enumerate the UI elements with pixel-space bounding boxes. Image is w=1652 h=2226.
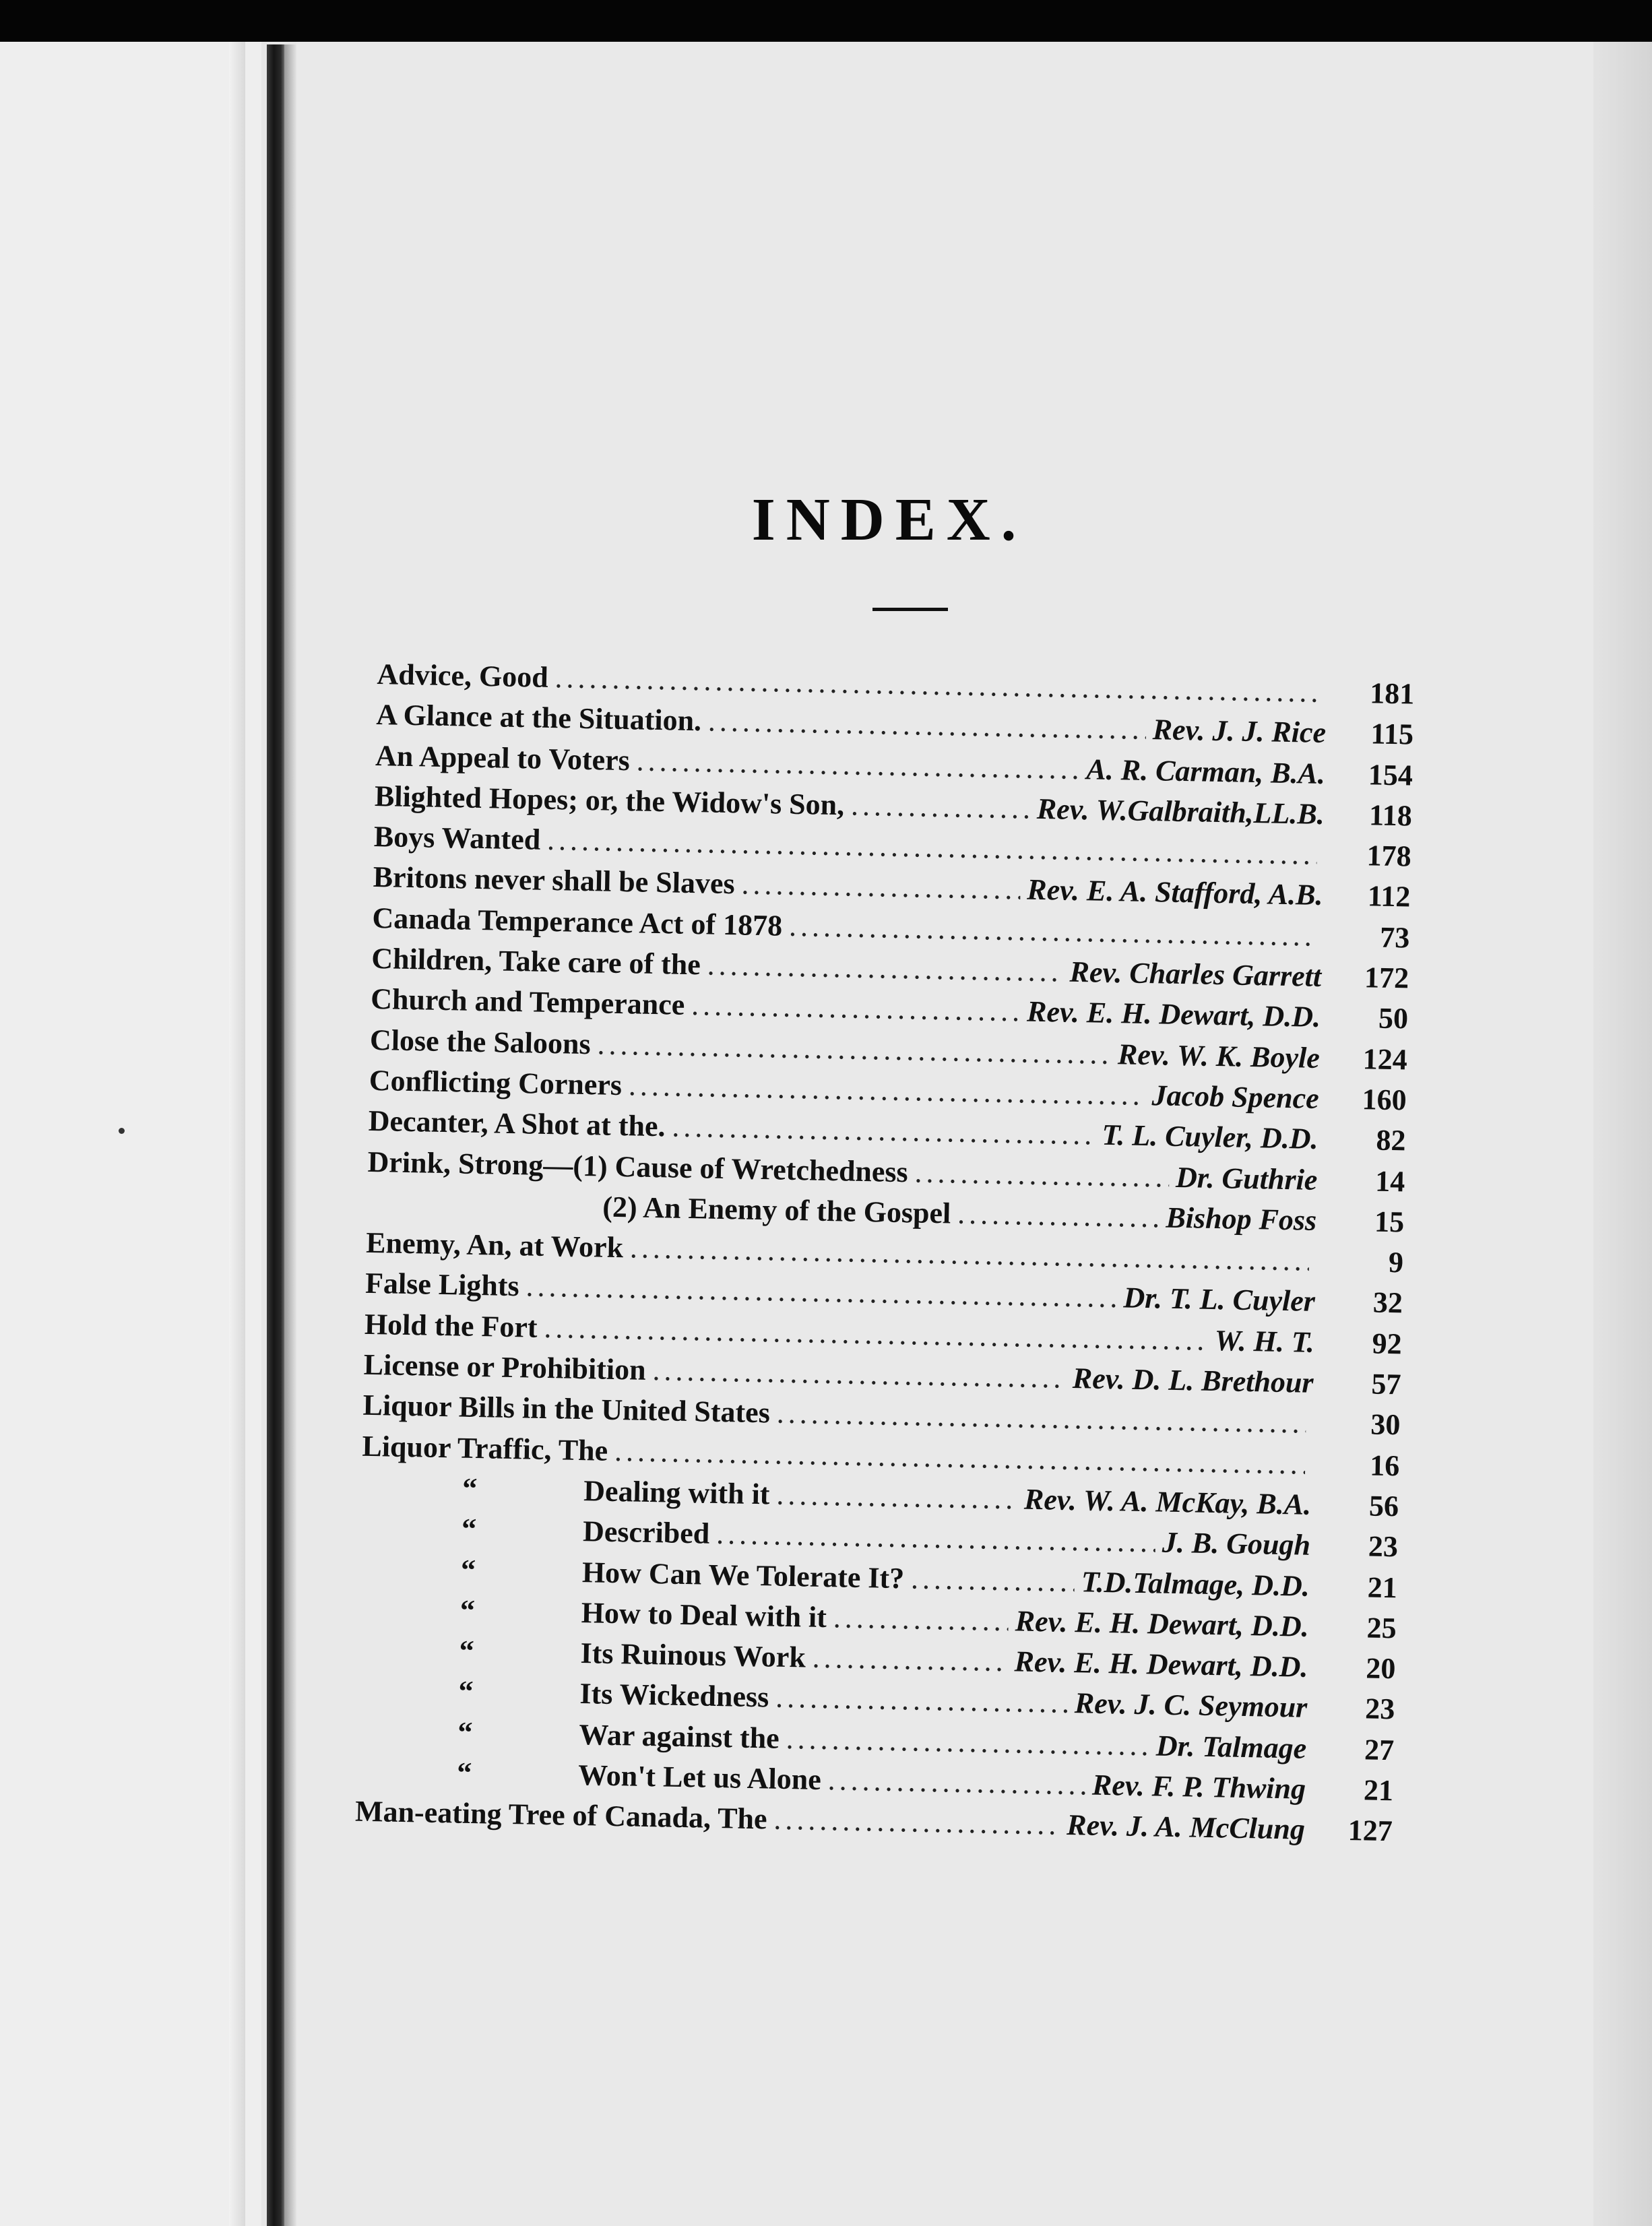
- entry-page-number: 27: [1364, 1733, 1395, 1767]
- scan-top-border: [0, 0, 1652, 42]
- entry-topic: Church and Temperance: [370, 982, 685, 1022]
- entry-author: Rev. E. H. Dewart, D.D.: [1026, 994, 1321, 1034]
- entry-page-number: 73: [1379, 920, 1410, 955]
- dot-leader: [812, 1641, 1008, 1679]
- entry-author: W. H. T.: [1214, 1323, 1315, 1359]
- ditto-mark: “: [462, 1471, 478, 1506]
- title-rule: [872, 608, 948, 611]
- book-spine-gutter: [267, 44, 284, 2226]
- dot-leader: [776, 1477, 1018, 1517]
- page-title: INDEX.: [751, 486, 1027, 553]
- entry-page-number: 9: [1388, 1246, 1404, 1279]
- entry-author: Rev. E. A. Stafford, A.B.: [1026, 873, 1323, 912]
- entry-author: T. L. Cuyler, D.D.: [1102, 1118, 1319, 1156]
- entry-topic: Liquor Traffic, The: [362, 1429, 608, 1467]
- facing-page-blank: [0, 42, 261, 2226]
- entry-topic: Drink, Strong—(1) Cause of Wretchedness: [367, 1145, 909, 1188]
- ditto-mark: “: [461, 1512, 477, 1546]
- entry-topic: Children, Take care of the: [371, 942, 701, 982]
- entry-author: Rev. J. J. Rice: [1152, 713, 1327, 750]
- dot-leader: [833, 1600, 1009, 1638]
- entry-topic: Its Wickedness: [579, 1677, 769, 1714]
- entry-author: Rev. D. L. Brethour: [1072, 1362, 1314, 1399]
- dot-leader: [691, 988, 1021, 1028]
- entry-topic: (2) An Enemy of the Gospel: [602, 1190, 951, 1230]
- entry-author: Rev. W. A. McKay, B.A.: [1023, 1482, 1312, 1521]
- entry-author: Rev. J. A. McClung: [1066, 1808, 1306, 1847]
- entry-page-number: 154: [1368, 757, 1413, 792]
- entry-author: Rev. E. H. Dewart, D.D.: [1014, 1645, 1308, 1684]
- ditto-mark: “: [459, 1634, 475, 1668]
- entry-topic: License or Prohibition: [363, 1347, 647, 1387]
- entry-author: Dr. Guthrie: [1175, 1160, 1318, 1197]
- entry-indent: [367, 1212, 602, 1217]
- page-right-edge: [1593, 42, 1652, 2226]
- entry-page-number: 16: [1369, 1449, 1400, 1482]
- facing-page-edge: [229, 42, 245, 2226]
- entry-author: Dr. T. L. Cuyler: [1123, 1281, 1316, 1318]
- entry-topic: Britons never shall be Slaves: [373, 860, 736, 901]
- entry-topic: Hold the Fort: [364, 1307, 538, 1344]
- entry-topic: Decanter, A Shot at the.: [368, 1104, 666, 1143]
- dot-leader: [672, 1110, 1095, 1152]
- entry-page-number: 112: [1367, 879, 1411, 914]
- entry-author: T.D.Talmage, D.D.: [1081, 1564, 1310, 1603]
- entry-topic: How to Deal with it: [581, 1595, 827, 1634]
- dot-leader: [851, 788, 1031, 825]
- entry-author: Rev. F. P. Thwing: [1091, 1768, 1306, 1806]
- entry-topic: War against the: [578, 1717, 780, 1755]
- ditto-mark: “: [460, 1553, 476, 1587]
- entry-page-number: 181: [1369, 676, 1415, 711]
- entry-page-number: 20: [1365, 1651, 1396, 1686]
- index-list: [354, 657, 1414, 1855]
- ditto-mark: “: [456, 1756, 472, 1790]
- dot-leader: [773, 1802, 1060, 1842]
- entry-page-number: 124: [1362, 1042, 1408, 1077]
- dot-leader: [914, 1155, 1169, 1194]
- entry-page-number: 23: [1368, 1529, 1399, 1564]
- entry-author: Rev. J. C. Seymour: [1074, 1686, 1308, 1725]
- entry-topic: Close the Saloons: [369, 1023, 592, 1060]
- entry-page-number: 172: [1364, 961, 1409, 995]
- entry-page-number: 23: [1364, 1692, 1395, 1726]
- entry-page-number: 21: [1367, 1570, 1398, 1604]
- entry-page-number: 14: [1374, 1164, 1405, 1198]
- margin-speck: [119, 1128, 125, 1134]
- entry-topic: Enemy, An, at Work: [365, 1226, 624, 1265]
- entry-topic: Man-eating Tree of Canada, The: [354, 1795, 767, 1836]
- entry-topic: How Can We Tolerate It?: [581, 1555, 905, 1595]
- entry-author: Bishop Foss: [1166, 1201, 1317, 1237]
- dot-leader: [707, 948, 1063, 989]
- entry-author: Rev. W.Galbraith,LL.B.: [1036, 792, 1325, 831]
- entry-page-number: 127: [1347, 1814, 1393, 1848]
- dot-leader: [911, 1561, 1075, 1599]
- entry-topic: An Appeal to Voters: [375, 738, 631, 777]
- entry-author: Jacob Spence: [1151, 1079, 1320, 1115]
- dot-leader: [741, 867, 1021, 907]
- entry-topic: Conflicting Corners: [369, 1063, 623, 1102]
- entry-topic: Canada Temperance Act of 1878: [372, 901, 783, 943]
- entry-topic: Described: [582, 1515, 710, 1550]
- entry-author: Rev. Charles Garrett: [1069, 955, 1322, 994]
- entry-page-number: 160: [1362, 1083, 1407, 1117]
- ditto-mark: “: [458, 1675, 474, 1709]
- entry-topic: Dealing with it: [583, 1474, 770, 1511]
- entry-page-number: 118: [1368, 798, 1413, 833]
- entry-author: Rev. W. K. Boyle: [1117, 1037, 1321, 1075]
- entry-page-number: 56: [1368, 1489, 1399, 1523]
- entry-topic: Liquor Bills in the United States: [362, 1389, 771, 1430]
- entry-topic: Advice, Good: [377, 657, 549, 694]
- entry-page-number: 57: [1371, 1367, 1402, 1401]
- dot-leader: [652, 1353, 1066, 1395]
- ditto-mark: “: [459, 1593, 476, 1627]
- dot-leader: [786, 1721, 1149, 1762]
- entry-page-number: 82: [1376, 1123, 1406, 1157]
- entry-page-number: 50: [1378, 1002, 1409, 1036]
- dot-leader: [775, 1680, 1069, 1720]
- entry-page-number: 25: [1366, 1611, 1397, 1645]
- entry-page-number: 178: [1366, 839, 1412, 873]
- entry-page-number: 15: [1374, 1205, 1405, 1239]
- entry-page-number: 92: [1372, 1327, 1403, 1361]
- ditto-mark: “: [457, 1715, 473, 1749]
- entry-topic: Won't Let us Alone: [577, 1758, 822, 1796]
- entry-topic: Blighted Hopes; or, the Widow's Son,: [374, 779, 845, 822]
- entry-topic: Its Ruinous Work: [580, 1636, 806, 1674]
- entry-page-number: 115: [1370, 717, 1414, 751]
- dot-leader: [827, 1762, 1085, 1802]
- entry-page-number: 32: [1372, 1286, 1403, 1320]
- gutter-shadow: [284, 44, 296, 2226]
- entry-author: Dr. Talmage: [1155, 1729, 1307, 1765]
- entry-topic: A Glance at the Situation.: [375, 698, 702, 738]
- entry-page-number: 30: [1370, 1407, 1401, 1442]
- entry-author: A. R. Carman, B.A.: [1085, 752, 1326, 790]
- dot-leader: [957, 1197, 1159, 1235]
- entry-page-number: 21: [1363, 1773, 1394, 1808]
- entry-author: Rev. E. H. Dewart, D.D.: [1015, 1604, 1310, 1643]
- entry-topic: False Lights: [364, 1267, 520, 1303]
- entry-topic: Boys Wanted: [373, 820, 541, 856]
- entry-author: J. B. Gough: [1162, 1525, 1311, 1562]
